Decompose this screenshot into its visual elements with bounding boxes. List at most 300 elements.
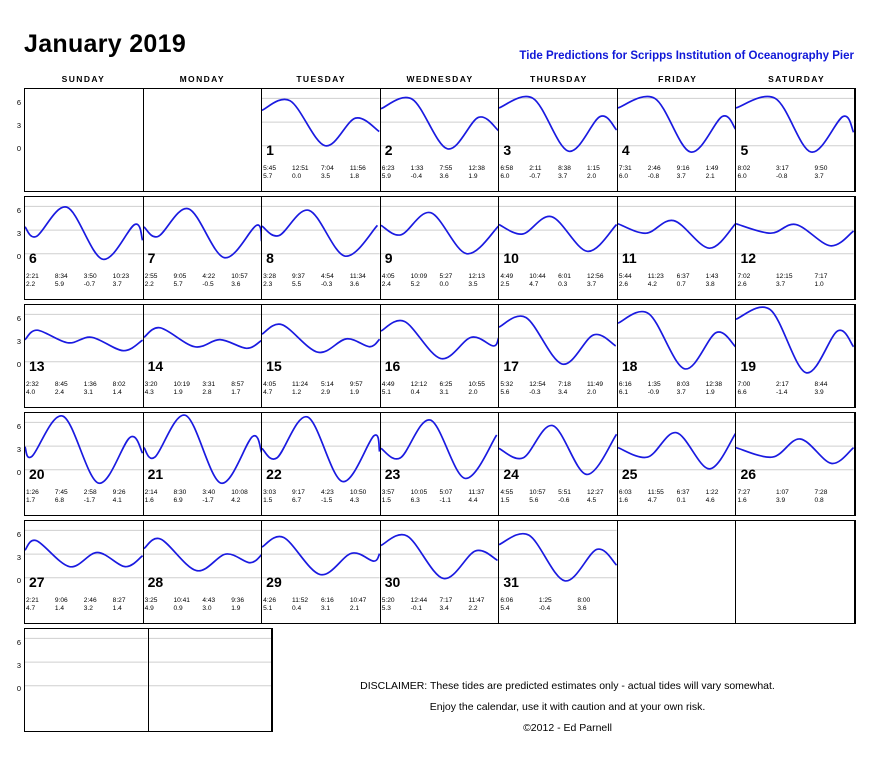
tide-heights-row [619,173,735,181]
tide-time: 11:55 [647,489,664,496]
page-subtitle: Tide Predictions for Scripps Institution of Oceanography Pier [519,50,854,62]
day-number: 15 [266,358,282,374]
day-number: 1 [266,142,274,158]
tide-time: 1:07 [776,489,789,496]
tide-heights-row [500,497,616,505]
tide-height: 4.7 [647,497,657,504]
tide-height: 2.2 [468,605,478,612]
tide-heights-row [145,497,261,505]
tide-time: 10:41 [173,597,190,604]
y-axis-tick-3: 3 [16,553,21,562]
tide-height: 3.6 [349,281,359,288]
tide-height: 3.4 [439,605,449,612]
tide-extremes [263,273,379,297]
tide-time: 7:17 [439,597,453,604]
tide-time: 11:24 [292,381,309,388]
tide-time: 3:25 [144,597,158,604]
tide-height: -0.7 [529,173,541,180]
tide-height: 5.2 [410,281,420,288]
tide-time: 7:55 [439,165,453,172]
tide-extremes [500,165,616,189]
calendar-day-cell-17[interactable] [499,305,618,407]
calendar-day-cell-9[interactable] [381,197,500,299]
tide-time: 7:27 [737,489,751,496]
tide-height: 1.9 [705,389,715,396]
tide-extremes [26,489,142,513]
tide-times-row [382,381,498,389]
tide-heights-row [145,389,261,397]
calendar-day-cell-26[interactable] [736,413,855,515]
tide-time: 4:55 [500,489,514,496]
tide-height: 6.6 [737,389,747,396]
tide-height: 3.5 [320,173,331,180]
tide-height: 0.4 [292,605,302,612]
tide-extremes [26,597,142,621]
tide-time: 1:35 [647,381,661,388]
tide-height: 2.0 [586,173,597,180]
tide-time: 2:21 [26,597,39,604]
y-axis-tick-3: 3 [16,661,21,670]
tide-time: 8:00 [577,597,591,604]
tide-time: 8:44 [814,381,828,388]
calendar-day-cell-30[interactable] [381,521,500,623]
tide-time: 12:38 [705,381,723,388]
tide-times-row [737,489,853,497]
tide-time: 5:07 [439,489,453,496]
tide-height: 3.7 [814,173,824,180]
tide-height: 5.4 [500,605,510,612]
day-number: 13 [29,358,45,374]
tide-time: 11:52 [292,597,309,604]
tide-time: 4:49 [500,273,514,280]
tide-time: 7:17 [814,273,828,280]
tide-time: 8:27 [112,597,126,604]
tide-height: 0.0 [439,281,449,288]
calendar-day-cell-24[interactable] [499,413,618,515]
tide-chart [262,89,380,163]
tide-heights-row [500,605,616,613]
calendar-day-cell-empty [25,629,149,731]
tide-heights-row [263,281,379,289]
calendar-week-row [16,304,856,408]
tide-time: 10:57 [529,489,546,496]
tide-time: 10:50 [349,489,367,496]
tide-height: -0.4 [410,173,422,180]
tide-chart [25,629,148,703]
calendar-day-cell-27[interactable] [25,521,144,623]
y-axis-tick-3: 3 [16,337,21,346]
calendar-day-cell-28[interactable] [144,521,263,623]
tide-time: 3:50 [83,273,97,280]
tide-time: 5:20 [381,597,395,604]
tide-time: 12:56 [586,273,604,280]
tide-extremes [737,489,853,513]
tide-height: 2.8 [202,389,212,396]
tide-times-row [619,489,735,497]
day-number: 22 [266,466,282,482]
calendar-day-cell-empty [144,89,263,191]
tide-times-row [737,165,853,173]
tide-time: 9:57 [349,381,363,388]
tide-height: 2.2 [144,281,154,288]
tide-time: 7:31 [618,165,632,172]
tide-height: 3.5 [468,281,478,288]
tide-heights-row [382,281,498,289]
tide-time: 4:43 [202,597,216,604]
tide-height: 0.9 [173,605,183,612]
tide-height: 2.2 [26,281,36,288]
calendar-week-row [16,520,856,624]
tide-height: 1.4 [112,389,122,396]
calendar-day-cell-13[interactable] [25,305,144,407]
tide-time: 11:37 [468,489,485,496]
tide-time: 10:23 [112,273,130,280]
tide-extremes [619,165,735,189]
y-axis-tick-6: 6 [16,314,21,323]
tide-times-row [145,597,261,605]
tide-height: 0.1 [676,497,686,504]
tide-time: 3:57 [381,489,395,496]
calendar-day-cell-18[interactable] [618,305,737,407]
tide-time: 4:49 [381,381,395,388]
tide-times-row [26,273,142,281]
tide-height: 3.7 [676,173,686,180]
tide-height: 1.9 [349,389,359,396]
day-number: 30 [384,574,401,590]
tide-times-row [500,273,616,281]
tide-height: 6.7 [292,497,302,504]
tide-height: 1.9 [173,389,183,396]
day-number: 5 [740,142,749,158]
tide-times-row [500,381,616,389]
tide-time: 6:01 [558,273,571,280]
tide-heights-row [263,497,379,505]
y-axis-tick-6: 6 [16,206,21,215]
tide-height: 4.4 [468,497,478,504]
tide-heights-row [26,605,142,613]
tide-time: 1:25 [538,597,552,604]
tide-heights-row [145,281,261,289]
tide-height: -0.7 [83,281,96,288]
tide-time: 9:50 [814,165,828,172]
calendar-day-cell-empty [736,521,855,623]
tide-height: 5.6 [500,389,510,396]
calendar-day-cell-4[interactable] [618,89,737,191]
tide-heights-row [263,389,379,397]
tide-time: 3:20 [144,381,158,388]
tide-time: 11:23 [647,273,664,280]
tide-times-row [145,489,261,497]
tide-times-row [263,489,379,497]
tide-heights-row [145,605,261,613]
tide-extremes [382,165,498,189]
tide-height: -0.8 [647,173,660,180]
tide-time: 2:46 [83,597,97,604]
calendar-day-cell-2[interactable] [381,89,500,191]
tide-height: 3.7 [112,281,122,288]
tide-time: 2:17 [776,381,789,388]
tide-chart [149,629,272,703]
calendar-day-cell-10[interactable] [499,197,618,299]
tide-time: 4:54 [320,273,334,280]
tide-time: 6:25 [439,381,453,388]
tide-times-row [145,381,261,389]
day-number: 28 [147,574,164,590]
tide-times-row [26,597,142,605]
tide-time: 2:55 [144,273,158,280]
tide-extremes [145,273,261,297]
y-axis-tick-0: 0 [16,252,21,261]
day-number: 4 [621,142,630,158]
calendar-day-cell-23[interactable] [381,413,500,515]
tide-times-row [263,597,379,605]
tide-height: -0.1 [410,605,422,612]
day-number: 21 [147,466,164,482]
disclaimer-line-2: Enjoy the calendar, use it with caution and at your own risk. [429,701,706,713]
calendar-day-cell-7[interactable] [144,197,263,299]
tide-heights-row [382,173,498,181]
tide-height: 1.4 [54,605,65,612]
tide-heights-row [382,497,498,505]
tide-height: 4.7 [529,281,539,288]
tide-height: -0.3 [529,389,541,396]
calendar-day-cell-16[interactable] [381,305,500,407]
tide-time: 6:03 [618,489,632,496]
tide-height: -0.4 [538,605,551,612]
tide-height: 2.0 [586,389,597,396]
tide-extremes [500,597,616,621]
tide-height: 3.4 [558,389,568,396]
tide-time: 12:38 [468,165,485,172]
tide-time: 6:16 [618,381,632,388]
calendar-day-cell-20[interactable] [25,413,144,515]
calendar-day-cell-15[interactable] [262,305,381,407]
tide-times-row [737,273,853,281]
tide-chart [144,197,262,271]
calendar-day-cell-19[interactable] [736,305,855,407]
calendar-day-cell-1[interactable] [262,89,381,191]
tide-time: 9:36 [231,597,245,604]
calendar-day-cell-21[interactable] [144,413,263,515]
tide-height: 3.7 [586,281,597,288]
tide-height: 2.4 [54,389,65,396]
tide-time: 9:05 [173,273,187,280]
calendar-day-cell-25[interactable] [618,413,737,515]
tide-height: 4.6 [705,497,715,504]
tide-height: -0.6 [558,497,570,504]
tide-extremes [500,273,616,297]
weekday-header-row [24,74,856,84]
tide-extremes [145,489,261,513]
tide-height: 1.5 [263,497,273,504]
y-axis-tick-6: 6 [16,638,21,647]
calendar-day-cell-14[interactable] [144,305,263,407]
tide-height: 1.9 [468,173,478,180]
tide-time: 9:17 [292,489,305,496]
disclaimer-block [280,676,855,739]
tide-times-row [619,273,735,281]
tide-extremes [500,489,616,513]
tide-time: 1:43 [705,273,719,280]
tide-times-row [145,273,261,281]
tide-time: 9:16 [676,165,690,172]
tide-height: -0.3 [320,281,333,288]
tide-time: 4:22 [202,273,216,280]
tide-time: 3:31 [202,381,216,388]
tide-time: 10:19 [173,381,190,388]
tide-height: 5.9 [54,281,65,288]
tide-height: 3.7 [676,389,686,396]
tide-height: 1.9 [231,605,241,612]
tide-extremes [500,381,616,405]
calendar-week-row [16,196,856,300]
tide-heights-row [26,497,142,505]
tide-height: 3.1 [439,389,449,396]
y-axis-tick-6: 6 [16,422,21,431]
tide-heights-row [382,389,498,397]
tide-height: 3.1 [83,389,93,396]
tide-times-row [26,381,142,389]
tide-time: 10:05 [410,489,428,496]
y-axis-tick-0: 0 [16,576,21,585]
tide-height: 3.9 [776,497,786,504]
tide-height: 2.0 [468,389,478,396]
tide-extremes [619,489,735,513]
tide-heights-row [737,389,853,397]
tide-time: 2:14 [144,489,158,496]
tide-heights-row [263,173,379,181]
tide-time: 4:23 [320,489,334,496]
calendar-day-cell-5[interactable] [736,89,855,191]
tide-height: 1.6 [144,497,154,504]
y-axis-tick-3: 3 [16,445,21,454]
tide-times-row [619,165,735,173]
y-axis-tick-0: 0 [16,360,21,369]
tide-times-row [619,381,735,389]
day-number: 17 [503,358,519,374]
tide-times-row [500,597,616,605]
tide-height: 4.1 [112,497,122,504]
day-number: 2 [384,142,393,158]
tide-height: 5.3 [381,605,391,612]
day-number: 31 [503,574,519,590]
tide-height: 6.1 [618,389,629,396]
calendar-day-cell-empty [149,629,273,731]
tide-time: 10:57 [231,273,248,280]
tide-chart [499,89,617,163]
tide-heights-row [26,389,142,397]
tide-time: 8:02 [737,165,751,172]
tide-time: 3:28 [263,273,276,280]
calendar-day-cell-11[interactable] [618,197,737,299]
tide-time: 5:32 [500,381,514,388]
tide-times-row [500,165,616,173]
tide-height: 2.4 [381,281,391,288]
tide-times-row [500,489,616,497]
tide-time: 1:26 [26,489,39,496]
tide-height: 1.5 [381,497,391,504]
tide-time: 10:08 [231,489,248,496]
tide-time: 5:44 [618,273,632,280]
tide-extremes [737,381,853,405]
tide-time: 6:37 [676,489,690,496]
tide-times-row [382,489,498,497]
tide-extremes [382,273,498,297]
y-axis-tick-0: 0 [16,144,21,153]
page-title: January 2019 [24,30,187,58]
tide-heights-row [737,281,853,289]
tide-extremes [263,597,379,621]
tide-extremes [26,381,142,405]
tide-height: 4.0 [26,389,36,396]
tide-height: -1.7 [202,497,214,504]
tide-height: 5.7 [263,173,273,180]
tide-height: -0.8 [776,173,788,180]
tide-height: 6.8 [54,497,65,504]
tide-height: 4.3 [144,389,154,396]
tide-times-row [382,165,498,173]
tide-height: 3.9 [814,389,824,396]
tide-times-row [26,489,142,497]
day-number: 12 [740,250,757,266]
tide-time: 11:47 [468,597,485,604]
day-number: 23 [384,466,401,482]
tide-height: 3.6 [439,173,449,180]
tide-time: 11:49 [586,381,603,388]
tide-height: 6.9 [173,497,183,504]
calendar-day-cell-empty [618,521,737,623]
tide-height: 2.9 [320,389,331,396]
tide-time: 10:44 [529,273,546,280]
weekday-label-wednesday: WEDNESDAY [406,74,474,84]
tide-time: 9:37 [292,273,305,280]
day-number: 20 [29,466,45,482]
tide-height: 1.4 [112,605,122,612]
tide-height: 6.3 [410,497,420,504]
tide-heights-row [26,281,142,289]
tide-times-row [263,165,379,173]
tide-height: 4.7 [26,605,36,612]
tide-time: 10:55 [468,381,485,388]
tide-time: 5:14 [320,381,334,388]
tide-extremes [263,489,379,513]
day-number: 16 [384,358,401,374]
tide-extremes [263,381,379,405]
day-number: 19 [740,358,757,374]
tide-height: 2.1 [349,605,359,612]
tide-chart [381,197,499,271]
tide-height: 6.0 [500,173,510,180]
tide-time: 2:11 [529,165,542,172]
calendar-day-cell-22[interactable] [262,413,381,515]
calendar-week-row [16,412,856,516]
tide-times-row [263,381,379,389]
calendar-day-cell-6[interactable] [25,197,144,299]
y-axis-tick-6: 6 [16,530,21,539]
tide-height: 3.2 [83,605,93,612]
calendar-day-cell-3[interactable] [499,89,618,191]
tide-height: 2.3 [263,281,273,288]
calendar-day-cell-29[interactable] [262,521,381,623]
tide-time: 2:58 [83,489,97,496]
calendar-day-cell-8[interactable] [262,197,381,299]
tide-extremes [737,273,853,297]
tide-height: -1.7 [83,497,96,504]
tide-time: 6:58 [500,165,514,172]
calendar-day-cell-12[interactable] [736,197,855,299]
disclaimer-line-1: DISCLAIMER: These tides are predicted estimates only - actual tides will vary somewhat. [360,680,775,692]
calendar-day-cell-31[interactable] [499,521,618,623]
